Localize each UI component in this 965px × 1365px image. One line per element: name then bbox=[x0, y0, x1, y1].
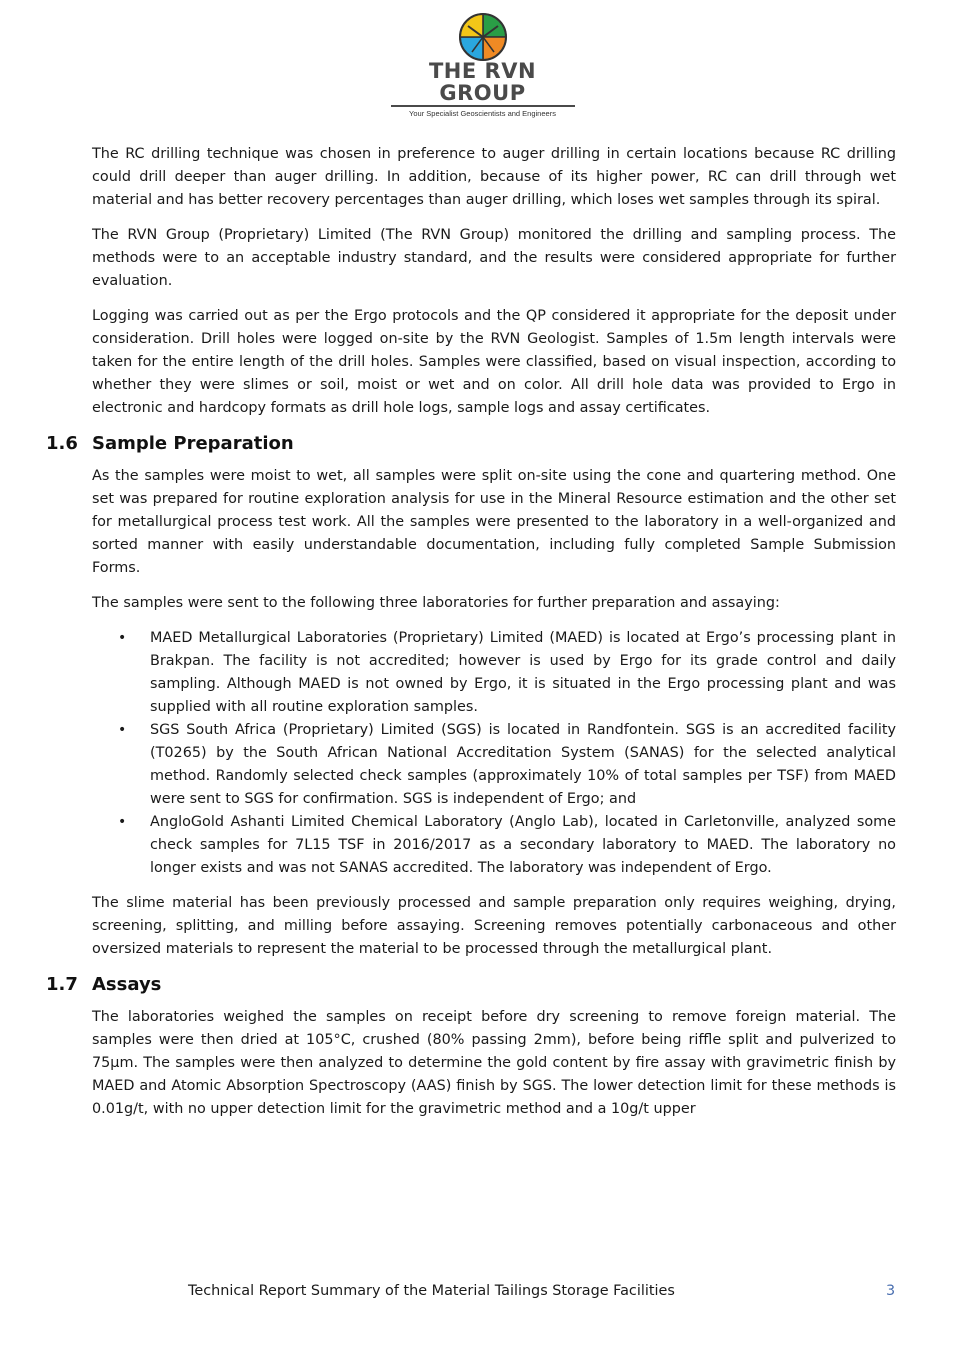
list-item: • MAED Metallurgical Laboratories (Proprietary) Limited (MAED) is located at Ergo’s processing plant in Brakpan. The facility is not accredited; however is used by Ergo for its grade control and daily sampling. Although MAED is not owned by Ergo, it is situated in the Ergo processing plant and was supplied with all routine exploration samples. bbox=[92, 627, 896, 719]
section-heading-assays bbox=[46, 973, 896, 997]
logo-wordmark: THE RVN GROUP bbox=[391, 60, 575, 107]
footer-title: Technical Report Summary of the Material Tailings Storage Facilities bbox=[188, 1283, 675, 1299]
paragraph: The samples were sent to the following three laboratories for further preparation and assaying: bbox=[92, 595, 780, 611]
page-number: 3 bbox=[886, 1283, 896, 1299]
paragraph: As the samples were moist to wet, all samples were split on-site using the cone and quartering method. One set was prepared for routine exploration analysis for use in the Mineral Resource estimation and the other set for metallurgical process test work. All the samples were presented to the laboratory in a well-organized and sorted manner with easily understandable documentation, including fully completed Sample Submission Forms. bbox=[92, 468, 896, 576]
laboratory-list bbox=[92, 627, 896, 880]
paragraph: Logging was carried out as per the Ergo protocols and the QP considered it appropriate for the deposit under consideration. Drill holes were logged on-site by the RVN Geologist. Samples of 1.5m length intervals were taken for the entire length of the drill holes. Samples were classified, based on visual inspection, according to whether they were slimes or soil, moist or wet and on color. All drill hole data was provided to Ergo in electronic and hardcopy formats as drill hole logs, sample logs and assay certificates. bbox=[92, 308, 896, 416]
section-heading-sample-preparation bbox=[46, 432, 896, 456]
paragraph: The laboratories weighed the samples on receipt before dry screening to remove foreign material. The samples were then dried at 105°C, crushed (80% passing 2mm), before being riffle split and pulverized to 75µm. The samples were then analyzed to determine the gold content by fire assay with gravimetric finish by MAED and Atomic Absorption Spectroscopy (AAS) finish by SGS. The lower detection limit for these methods is 0.01g/t, with no upper detection limit for the gravimetric method and a 10g/t upper bbox=[92, 1009, 896, 1117]
list-item: • AngloGold Ashanti Limited Chemical Laboratory (Anglo Lab), located in Carletonville, analyzed some check samples for 7L15 TSF in 2016/2017 as a secondary laboratory to MAED. The laboratory no longer exists and was not SANAS accredited. The laboratory was independent of Ergo. bbox=[92, 811, 896, 880]
paragraph: The RVN Group (Proprietary) Limited (The RVN Group) monitored the drilling and sampling process. The methods were to an acceptable industry standard, and the results were considered appropriate for further evaluation. bbox=[92, 227, 896, 289]
section-title: Sample Preparation bbox=[92, 433, 294, 454]
page-header bbox=[0, 12, 965, 118]
paragraph: The RC drilling technique was chosen in preference to auger drilling in certain locations because RC drilling could drill deeper than auger drilling. In addition, because of its higher power, RC can drill through wet material and has better recovery percentages than auger drilling, which loses wet samples through its spiral. bbox=[92, 146, 896, 208]
list-item: • SGS South Africa (Proprietary) Limited (SGS) is located in Randfontein. SGS is an accredited facility (T0265) by the South African National Accreditation System (SANAS) for the selected analytical method. Randomly selected check samples (approximately 10% of total samples per TSF) from MAED were sent to SGS for confirmation. SGS is independent of Ergo; and bbox=[92, 719, 896, 811]
logo-tagline: Your Specialist Geoscientists and Engineers bbox=[409, 109, 556, 118]
document-body bbox=[46, 143, 896, 1133]
section-number: 1.7 bbox=[46, 974, 78, 995]
rvn-logo-icon bbox=[458, 12, 508, 62]
paragraph: The slime material has been previously processed and sample preparation only requires weighing, drying, screening, splitting, and milling before assaying. Screening removes potentially carbonaceous and other oversized materials to represent the material to be processed through the metallurgical plant. bbox=[92, 895, 896, 957]
section-title: Assays bbox=[92, 974, 162, 995]
section-number: 1.6 bbox=[46, 433, 78, 454]
